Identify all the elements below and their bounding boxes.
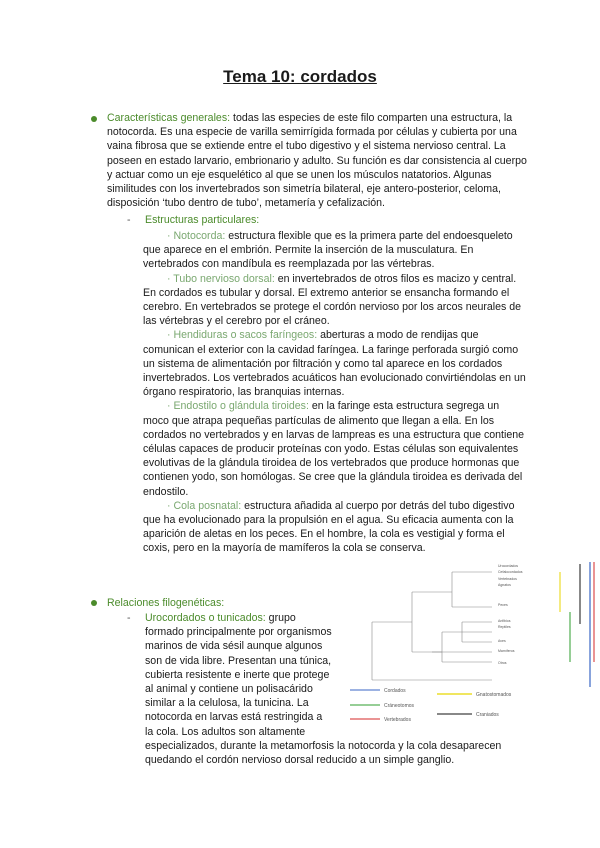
tree-leaf: Urocordados — [498, 564, 519, 568]
tree-leaf: Mamíferos — [498, 649, 515, 653]
legend-label: Cordados — [384, 688, 406, 694]
page-title: Tema 10: cordados — [223, 67, 377, 86]
tree-leaf: Otros — [498, 661, 507, 665]
dash-marker: - — [127, 214, 131, 226]
tree-leaf: Anfibios — [498, 619, 511, 623]
subsection-label: Estructuras particulares: — [145, 214, 260, 226]
phylogenetic-tree — [342, 552, 600, 722]
legend-label: Craniados — [476, 712, 499, 718]
subsection-label: Urocordados o tunicados: — [145, 612, 266, 624]
urocordados-tail: especializados, durante la metamorfosis la notocorda y la cola desaparecen quedando el cordón nervioso dorsal reducido a un simple ganglio. — [145, 740, 502, 767]
legend-label: Gnatostomados — [476, 692, 512, 698]
legend-label: Vertebrados — [384, 717, 411, 722]
structure-item: · Hendiduras o sacos faríngeos: aberturas a modo de rendijas que comunican el exterior con la cavidad faríngea. La faringe perforada surgió como un sistema de alimentación por filtración y como tal aparece en los cordados invertebrados. Los vertebrados acuáticos han evolucionado convirtiéndolas en un órgano respiratorio, las branquias internas. — [143, 329, 526, 399]
section-caracteristicas — [107, 111, 532, 210]
structure-item: · Endostilo o glándula tiroides: en la faringe esta estructura segrega un moco que atrapa pequeñas partículas de alimento que llegan a ella. En los cordados no vertebrados y en larvas de lampreas es una estructura que contiene células capaces de producir proteínas con yodo. Estas células son equivalentes evolutivas de la glándula tiroidea de los vertebrados que produce hormonas que contienen yodo, son homólogas. Se cree que la glándula tiroidea es derivada del endostilo. — [143, 400, 525, 498]
bullet — [91, 116, 97, 122]
section-relaciones: Relaciones filogenéticas: — [107, 597, 225, 609]
section-label: Características generales: — [107, 112, 231, 124]
tree-leaf: Vertebrados — [498, 577, 517, 581]
structure-item: · Tubo nervioso dorsal: en invertebrados de otros filos es macizo y central. En cordados es tubular y dorsal. El extremo anterior se ensancha formando el cerebro. En vertebrados se protege el cordón nervioso por los arcos neurales de las vértebras y el cerebro por el cráneo. — [143, 272, 522, 328]
subsection-estructuras — [145, 213, 445, 227]
legend-label: Cráneotomos — [384, 703, 415, 709]
tree-leaf: Cefalocordados — [498, 570, 523, 574]
tree-leaf: Agnatos — [498, 583, 511, 587]
subsection-urocordados: Urocordados o tunicados: grupo formado principalmente por organismos marinos de vida sésil aunque algunos son de vida libre. Presentan una túnica, cubierta resistente e inerte que protege al animal y contiene un polisacárido similar a la celulosa, la tunicina. La notocorda en larvas está restringida a la cola. Los adultos son altamente — [145, 612, 332, 738]
structure-list — [143, 229, 527, 556]
section-text: todas las especies de este filo comparten una estructura, la notocorda. Es una especie de varilla semirrígida formada por células y cubierta por una vaina fibrosa que se extiende entre el tubo digestivo y el sistema nervioso central. La poseen en estado larvario, embrionario y adulto. Su función es dar consistencia al cuerpo y actuar como un eje esquelético al que se unen los músculos natatorios. Algunas similitudes con los invertebrados son simetría bilateral, eje antero-posterior, celoma, disposición ‘tubo dentro de tubo’, metamería y cefalización. — [107, 112, 527, 210]
bullet — [91, 600, 97, 606]
tree-leaf: Aves — [498, 639, 506, 643]
tree-leaf: Reptiles — [498, 625, 511, 629]
structure-item: · Cola posnatal: estructura añadida al cuerpo por detrás del tubo digestivo que ha evolucionado para la propulsión en el agua. Su eficacia aumenta con la aparición de aletas en los peces. En el hombre, la cola es vestigial y forma el coxis, pero en la mayoría de mamíferos la cola se conserva. — [143, 499, 515, 555]
tree-leaf: Peces — [498, 603, 508, 607]
dash-marker: - — [127, 612, 131, 624]
structure-item: · Notocorda: estructura flexible que es la primera parte del endoesqueleto que aparece en el embrión. Permite la inserción de la musculatura. En vertebrados con mandíbula es reemplazada por las vértebras. — [143, 230, 513, 271]
